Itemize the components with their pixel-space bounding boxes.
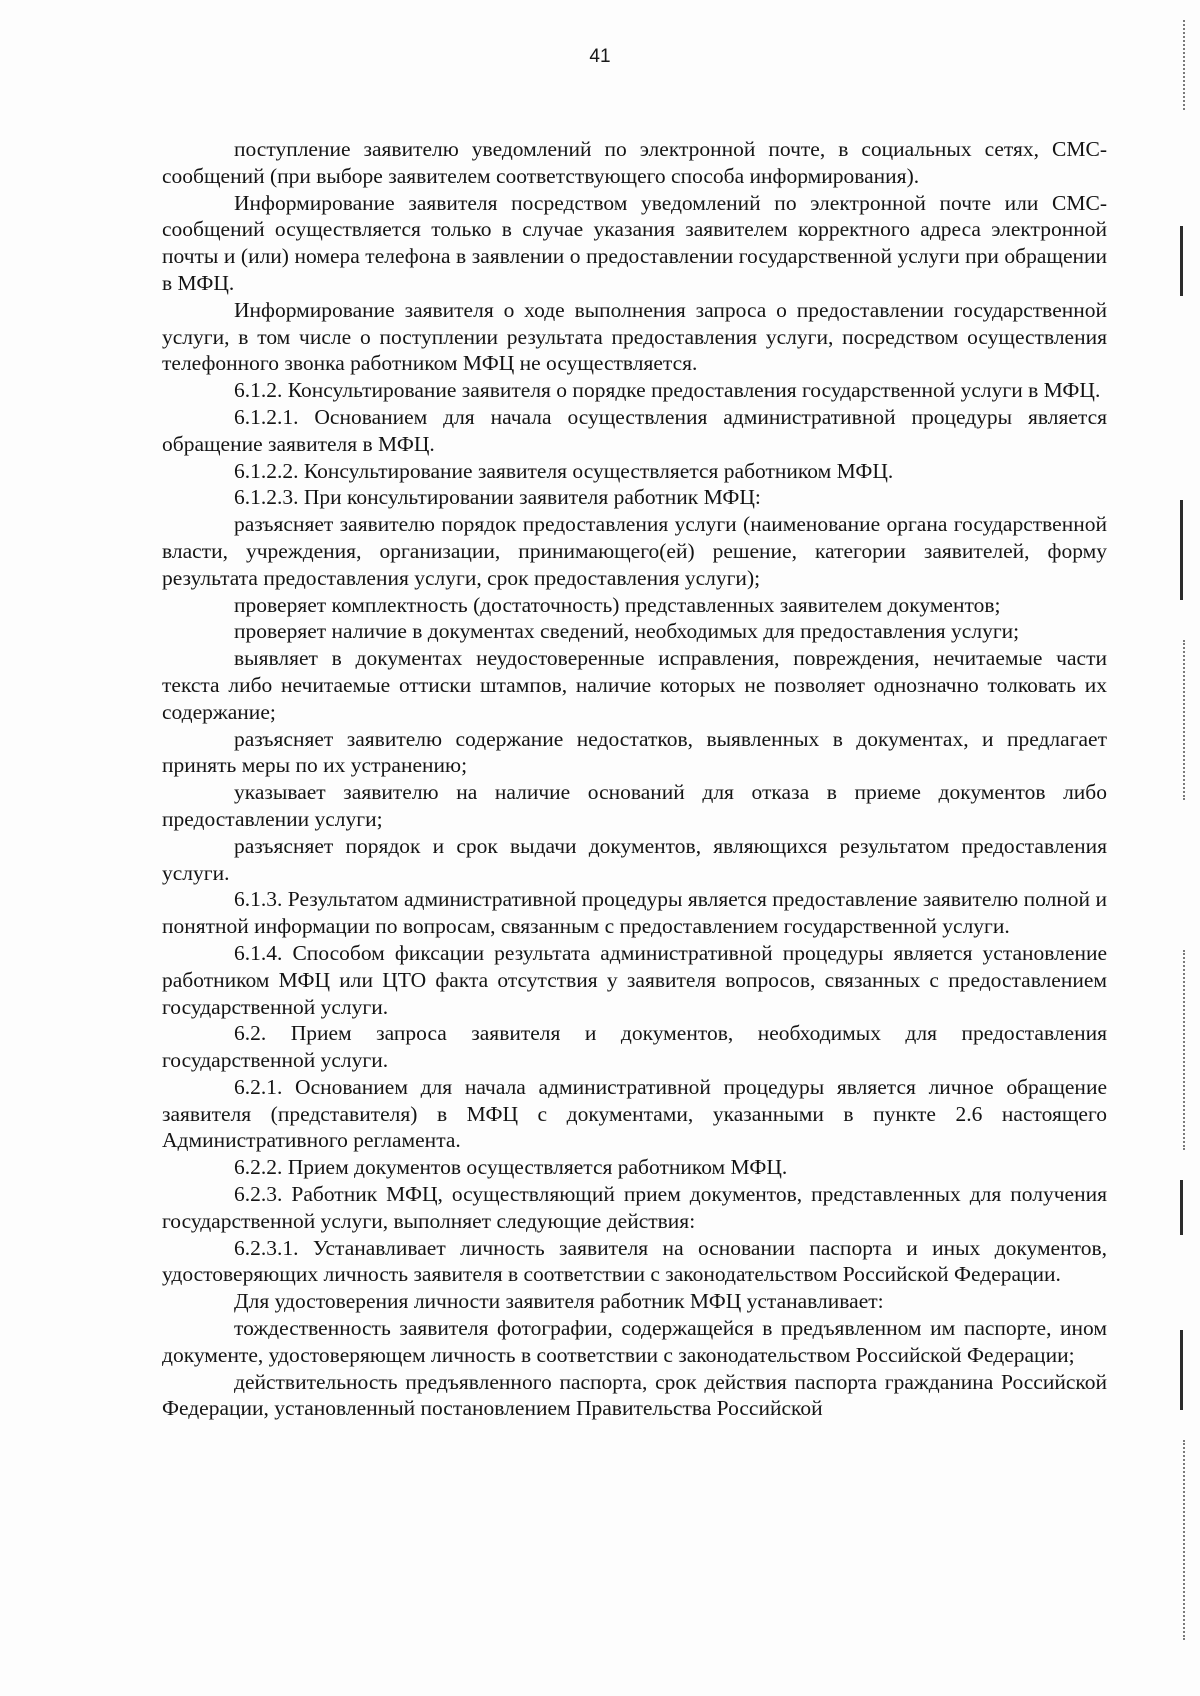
paragraph: 6.2.3. Работник МФЦ, осуществляющий прием документов, представленных для получения государственной услуги, выполняет следующие действия: bbox=[162, 1182, 1107, 1233]
paragraph: поступление заявителю уведомлений по электронной почте, в социальных сетях, СМС-сообщений (при выборе заявителем соответствующего способа информирования). bbox=[162, 137, 1107, 188]
paragraph: проверяет наличие в документах сведений, необходимых для предоставления услуги; bbox=[234, 619, 1020, 644]
paragraph: 6.2.3.1. Устанавливает личность заявителя на основании паспорта и иных документов, удостоверяющих личность заявителя в соответствии с законодательством Российской Федерации. bbox=[162, 1235, 1107, 1287]
paragraph: разъясняет заявителю порядок предоставления услуги (наименование органа государственной власти, учреждения, организации, принимающего(ей) решение, категории заявителей, форму результата предоставления услуги, срок предоставления услуги); bbox=[162, 512, 1107, 590]
paragraph: Информирование заявителя о ходе выполнения запроса о предоставлении государственной услуги, в том числе о поступлении результата предоставления услуги, посредством осуществления телефонного звонка работником МФЦ не осуществляется. bbox=[162, 297, 1107, 376]
paragraph: 6.1.4. Способом фиксации результата административной процедуры является установление работником МФЦ или ЦТО факта отсутствия у заявителя вопросов, связанных с предоставлением государственной услуги. bbox=[162, 940, 1107, 1019]
paragraph: Для удостоверения личности заявителя работник МФЦ устанавливает: bbox=[234, 1289, 884, 1314]
scan-artifact bbox=[1183, 640, 1187, 800]
scan-artifact bbox=[1183, 20, 1187, 110]
paragraph: проверяет комплектность (достаточность) представленных заявителем документов; bbox=[234, 592, 1001, 617]
scan-artifact bbox=[1183, 950, 1187, 1150]
paragraph: указывает заявителю на наличие оснований для отказа в приеме документов либо предоставлении услуги; bbox=[162, 780, 1107, 831]
paragraph: 6.1.2. Консультирование заявителя о порядке предоставления государственной услуги в МФЦ. bbox=[234, 378, 1101, 403]
paragraph: 6.2.2. Прием документов осуществляется работником МФЦ. bbox=[234, 1155, 788, 1180]
scan-artifact bbox=[1180, 1180, 1183, 1235]
paragraph: выявляет в документах неудостоверенные исправления, повреждения, нечитаемые части текста либо нечитаемые оттиски штампов, наличие которых не позволяет однозначно толковать их содержание; bbox=[162, 646, 1107, 724]
paragraph: действительность предъявленного паспорта, срок действия паспорта гражданина Российской Федерации, установленный постановлением Правительства Российской bbox=[162, 1369, 1107, 1421]
paragraph: 6.2. Прием запроса заявителя и документов, необходимых для предоставления государственной услуги. bbox=[162, 1021, 1107, 1073]
scan-artifact bbox=[1180, 226, 1183, 296]
paragraph: 6.1.2.2. Консультирование заявителя осуществляется работником МФЦ. bbox=[234, 458, 894, 483]
paragraph: 6.1.2.3. При консультировании заявителя работник МФЦ: bbox=[234, 485, 761, 510]
paragraph: разъясняет порядок и срок выдачи документов, являющихся результатом предоставления услуги. bbox=[162, 833, 1107, 885]
paragraph: 6.2.1. Основанием для начала административной процедуры является личное обращение заявителя (представителя) в МФЦ с документами, указанными в пункте 2.6 настоящего Административного регламента. bbox=[162, 1074, 1107, 1153]
page-number: 41 bbox=[589, 46, 611, 67]
paragraph: 6.1.3. Результатом административной процедуры является предоставление заявителю полной и понятной информации по вопросам, связанным с предоставлением государственной услуги. bbox=[162, 887, 1107, 939]
scan-artifact bbox=[1183, 1440, 1187, 1640]
document-body bbox=[162, 136, 1107, 1422]
scan-artifact bbox=[1180, 500, 1183, 600]
paragraph: разъясняет заявителю содержание недостатков, выявленных в документах, и предлагает принять меры по их устранению; bbox=[162, 726, 1107, 778]
paragraph: Информирование заявителя посредством уведомлений по электронной почте или СМС-сообщений осуществляется только в случае указания заявителем корректного адреса электронной почты и (или) номера телефона в заявлении о предоставлении государственной услуги при обращении в МФЦ. bbox=[162, 190, 1107, 295]
paragraph: тождественность заявителя фотографии, содержащейся в предъявленном им паспорте, ином документе, удостоверяющем личность в соответствии с законодательством Российской Федерации; bbox=[162, 1316, 1107, 1367]
scan-artifact bbox=[1180, 1330, 1183, 1410]
paragraph: 6.1.2.1. Основанием для начала осуществления административной процедуры является обращение заявителя в МФЦ. bbox=[162, 404, 1107, 456]
